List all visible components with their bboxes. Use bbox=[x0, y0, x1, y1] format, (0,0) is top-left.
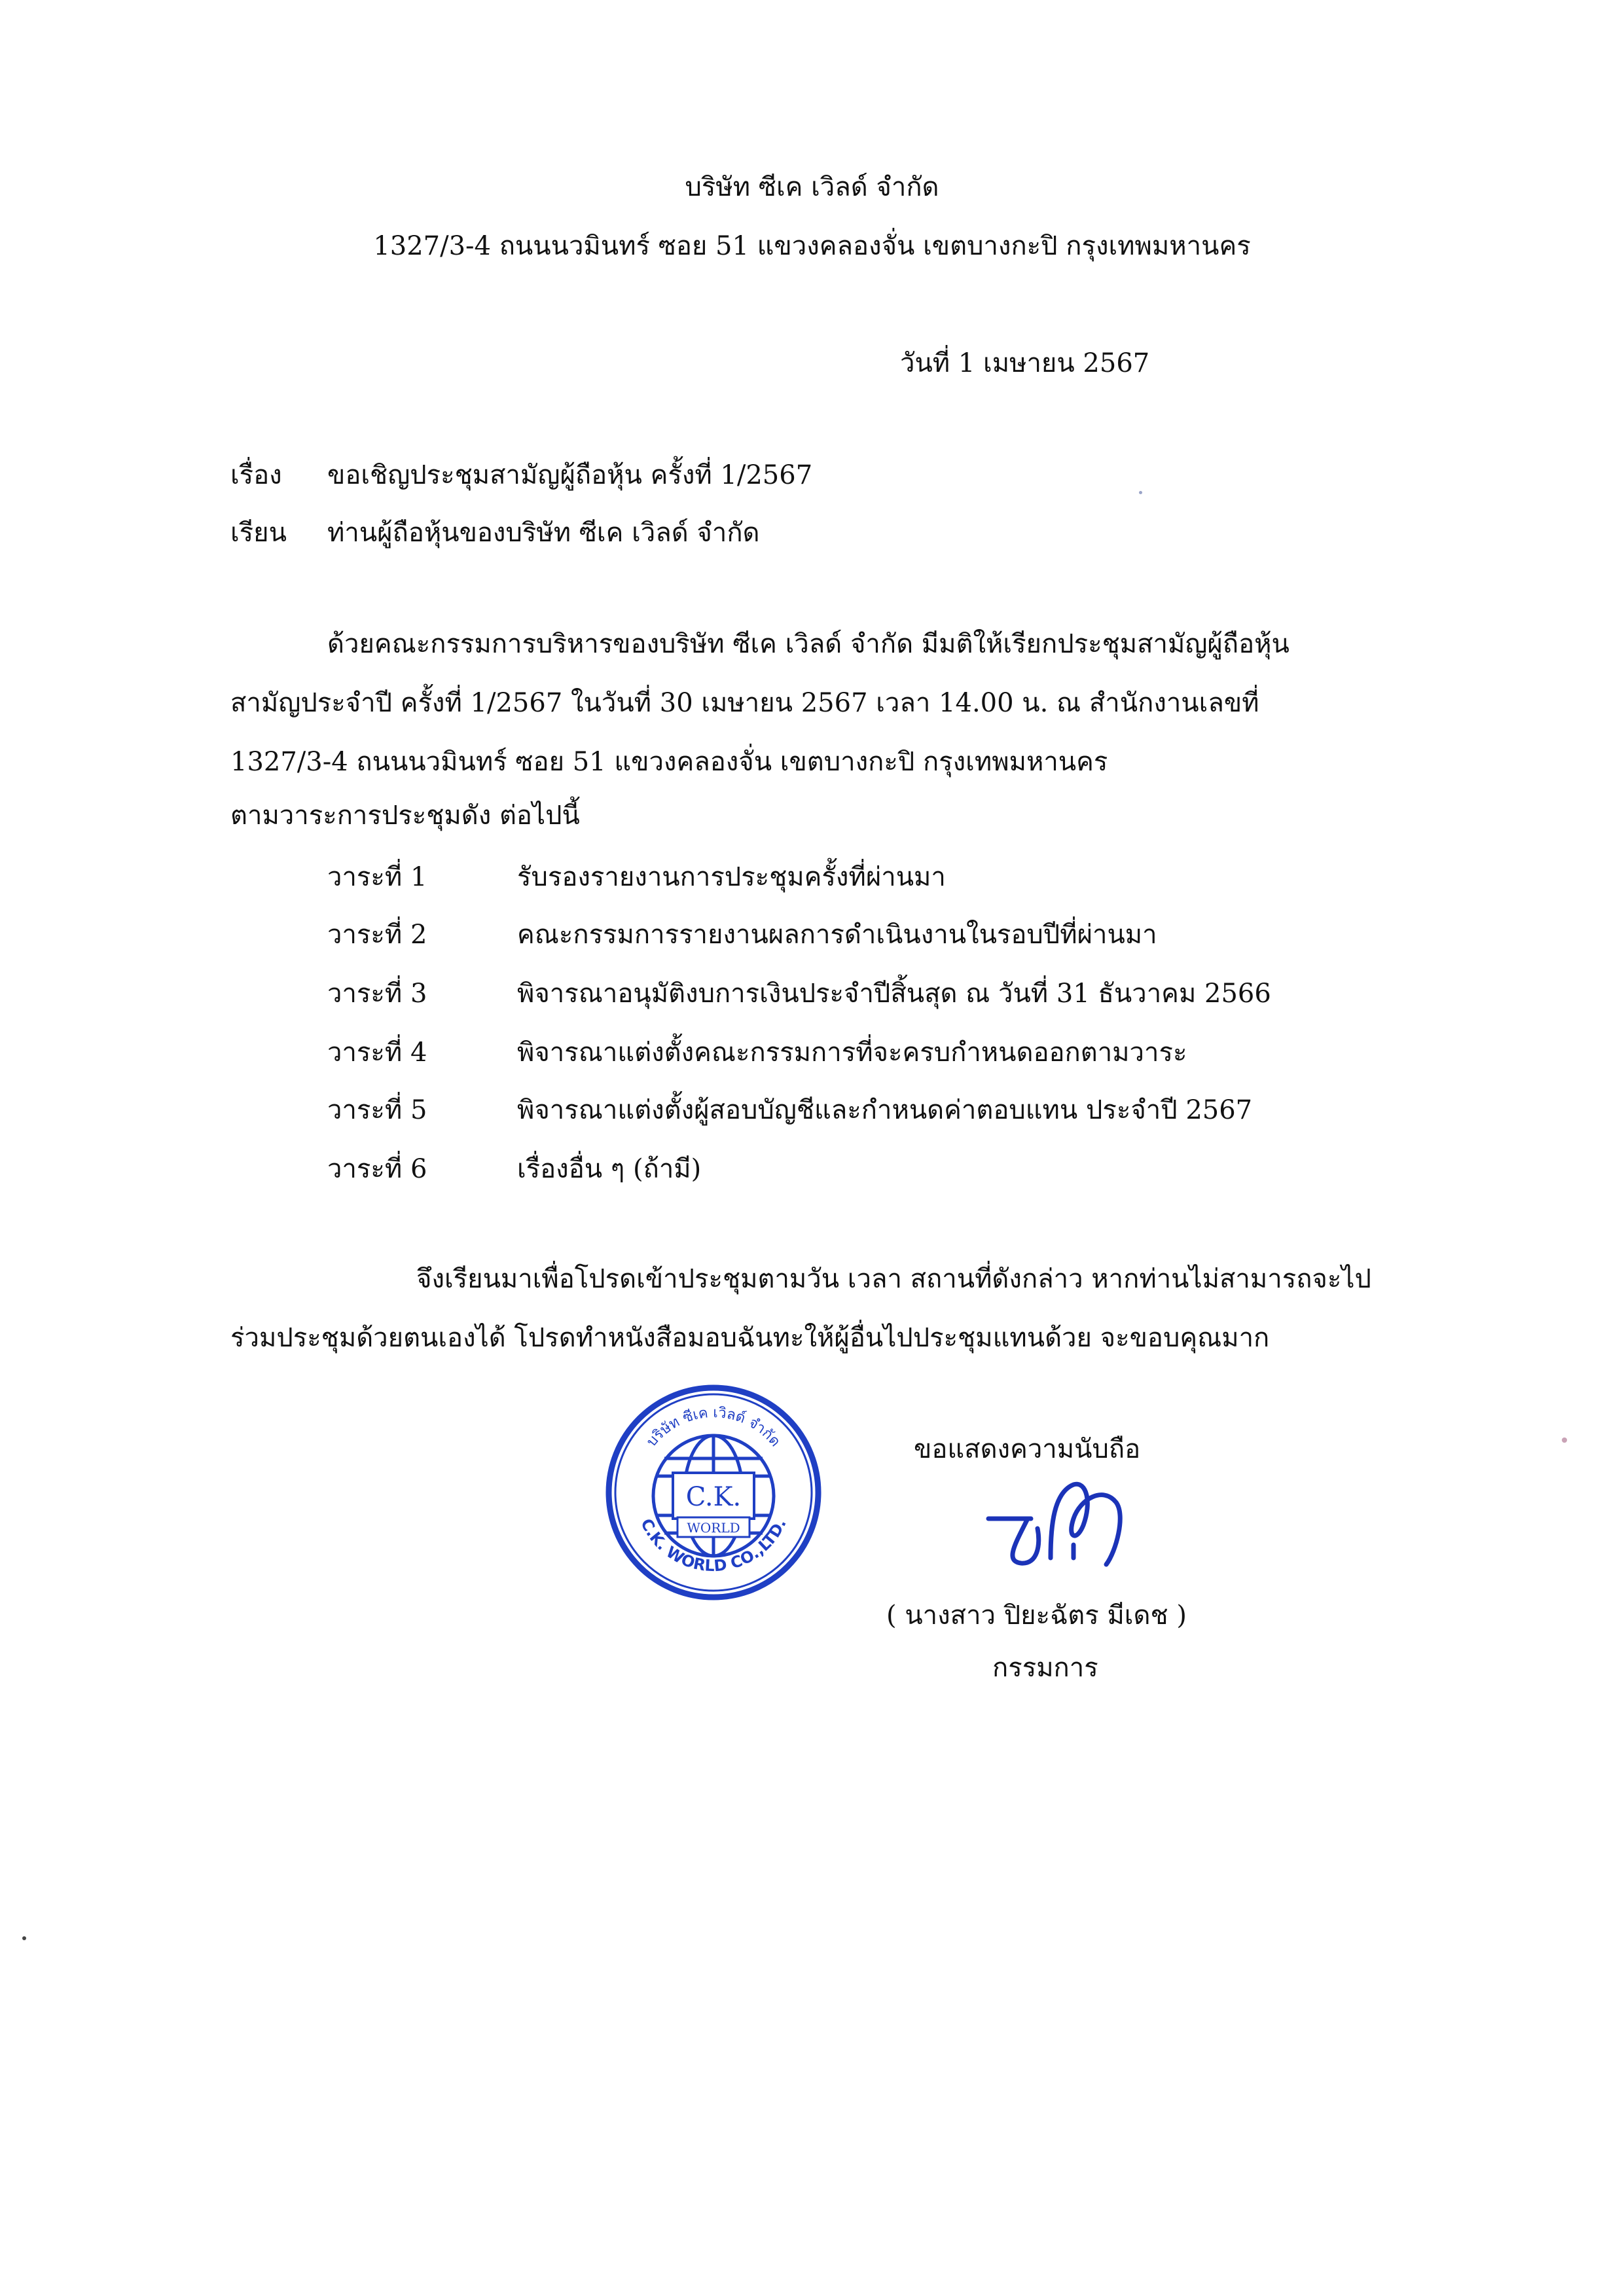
agenda-label: วาระที่ 5 bbox=[327, 1095, 427, 1125]
body-line-4: ตามวาระการประชุมดัง ต่อไปนี้ bbox=[230, 801, 580, 831]
signatory-position: กรรมการ bbox=[992, 1653, 1098, 1683]
agenda-text: พิจารณาแต่งตั้งผู้สอบบัญชีและกำหนดค่าตอบแทน ประจำปี 2567 bbox=[517, 1095, 1253, 1125]
scan-speck bbox=[1139, 491, 1142, 494]
signature bbox=[975, 1466, 1139, 1578]
scan-speck bbox=[22, 1936, 26, 1940]
company-seal bbox=[602, 1381, 825, 1604]
subject-label: เรื่อง bbox=[230, 460, 282, 490]
recipient-text: ท่านผู้ถือหุ้นของบริษัท ซีเค เวิลด์ จำกัด bbox=[327, 518, 760, 548]
subject-text: ขอเชิญประชุมสามัญผู้ถือหุ้น ครั้งที่ 1/2567 bbox=[327, 460, 813, 490]
agenda-text: รับรองรายงานการประชุมครั้งที่ผ่านมา bbox=[517, 862, 946, 892]
agenda-text: คณะกรรมการรายงานผลการดำเนินงานในรอบปีที่ผ่านมา bbox=[517, 920, 1157, 950]
agenda-text: เรื่องอื่น ๆ (ถ้ามี) bbox=[517, 1154, 702, 1184]
agenda-label: วาระที่ 3 bbox=[327, 979, 427, 1009]
seal-center-text: C.K. bbox=[685, 1482, 742, 1512]
body-line-2: สามัญประจำปี ครั้งที่ 1/2567 ในวันที่ 30 เมษายน 2567 เวลา 14.00 น. ณ สำนักงานเลขที่ bbox=[230, 688, 1259, 718]
seal-bottom-text: C.K. WORLD CO.,LTD. bbox=[637, 1515, 790, 1576]
agenda-label: วาระที่ 6 bbox=[327, 1154, 427, 1184]
recipient-label: เรียน bbox=[230, 518, 287, 548]
company-address: 1327/3-4 ถนนนวมินทร์ ซอย 51 แขวงคลองจั่น เขตบางกะปิ กรุงเทพมหานคร bbox=[373, 231, 1251, 261]
agenda-label: วาระที่ 1 bbox=[327, 862, 427, 892]
company-name: บริษัท ซีเค เวิลด์ จำกัด bbox=[685, 172, 939, 202]
agenda-text: พิจารณาแต่งตั้งคณะกรรมการที่จะครบกำหนดออกตามวาระ bbox=[517, 1038, 1187, 1068]
body-line-1: ด้วยคณะกรรมการบริหารของบริษัท ซีเค เวิลด์ จำกัด มีมติให้เรียกประชุมสามัญผู้ถือหุ้น bbox=[327, 629, 1290, 659]
agenda-label: วาระที่ 2 bbox=[327, 920, 427, 950]
date-line: วันที่ 1 เมษายน 2567 bbox=[900, 348, 1150, 378]
seal-band-text: WORLD bbox=[687, 1520, 740, 1536]
closing-line-2: ร่วมประชุมด้วยตนเองได้ โปรดทำหนังสือมอบฉันทะให้ผู้อื่นไปประชุมแทนด้วย จะขอบคุณมาก bbox=[230, 1323, 1270, 1353]
scan-speck bbox=[1562, 1437, 1567, 1443]
closing-line-1: จึงเรียนมาเพื่อโปรดเข้าประชุมตามวัน เวลา สถานที่ดังกล่าว หากท่านไม่สามารถจะไป bbox=[416, 1264, 1371, 1294]
seal-top-text: บริษัท ซีเค เวิลด์ จำกัด bbox=[643, 1404, 784, 1451]
agenda-label: วาระที่ 4 bbox=[327, 1038, 427, 1068]
body-line-3: 1327/3-4 ถนนนวมินทร์ ซอย 51 แขวงคลองจั่น เขตบางกะปิ กรุงเทพมหานคร bbox=[230, 747, 1108, 777]
regards-text: ขอแสดงความนับถือ bbox=[914, 1434, 1141, 1464]
agenda-text: พิจารณาอนุมัติงบการเงินประจำปีสิ้นสุด ณ วันที่ 31 ธันวาคม 2566 bbox=[517, 979, 1271, 1009]
signatory-name: ( นางสาว ปิยะฉัตร มีเดช ) bbox=[886, 1600, 1187, 1631]
